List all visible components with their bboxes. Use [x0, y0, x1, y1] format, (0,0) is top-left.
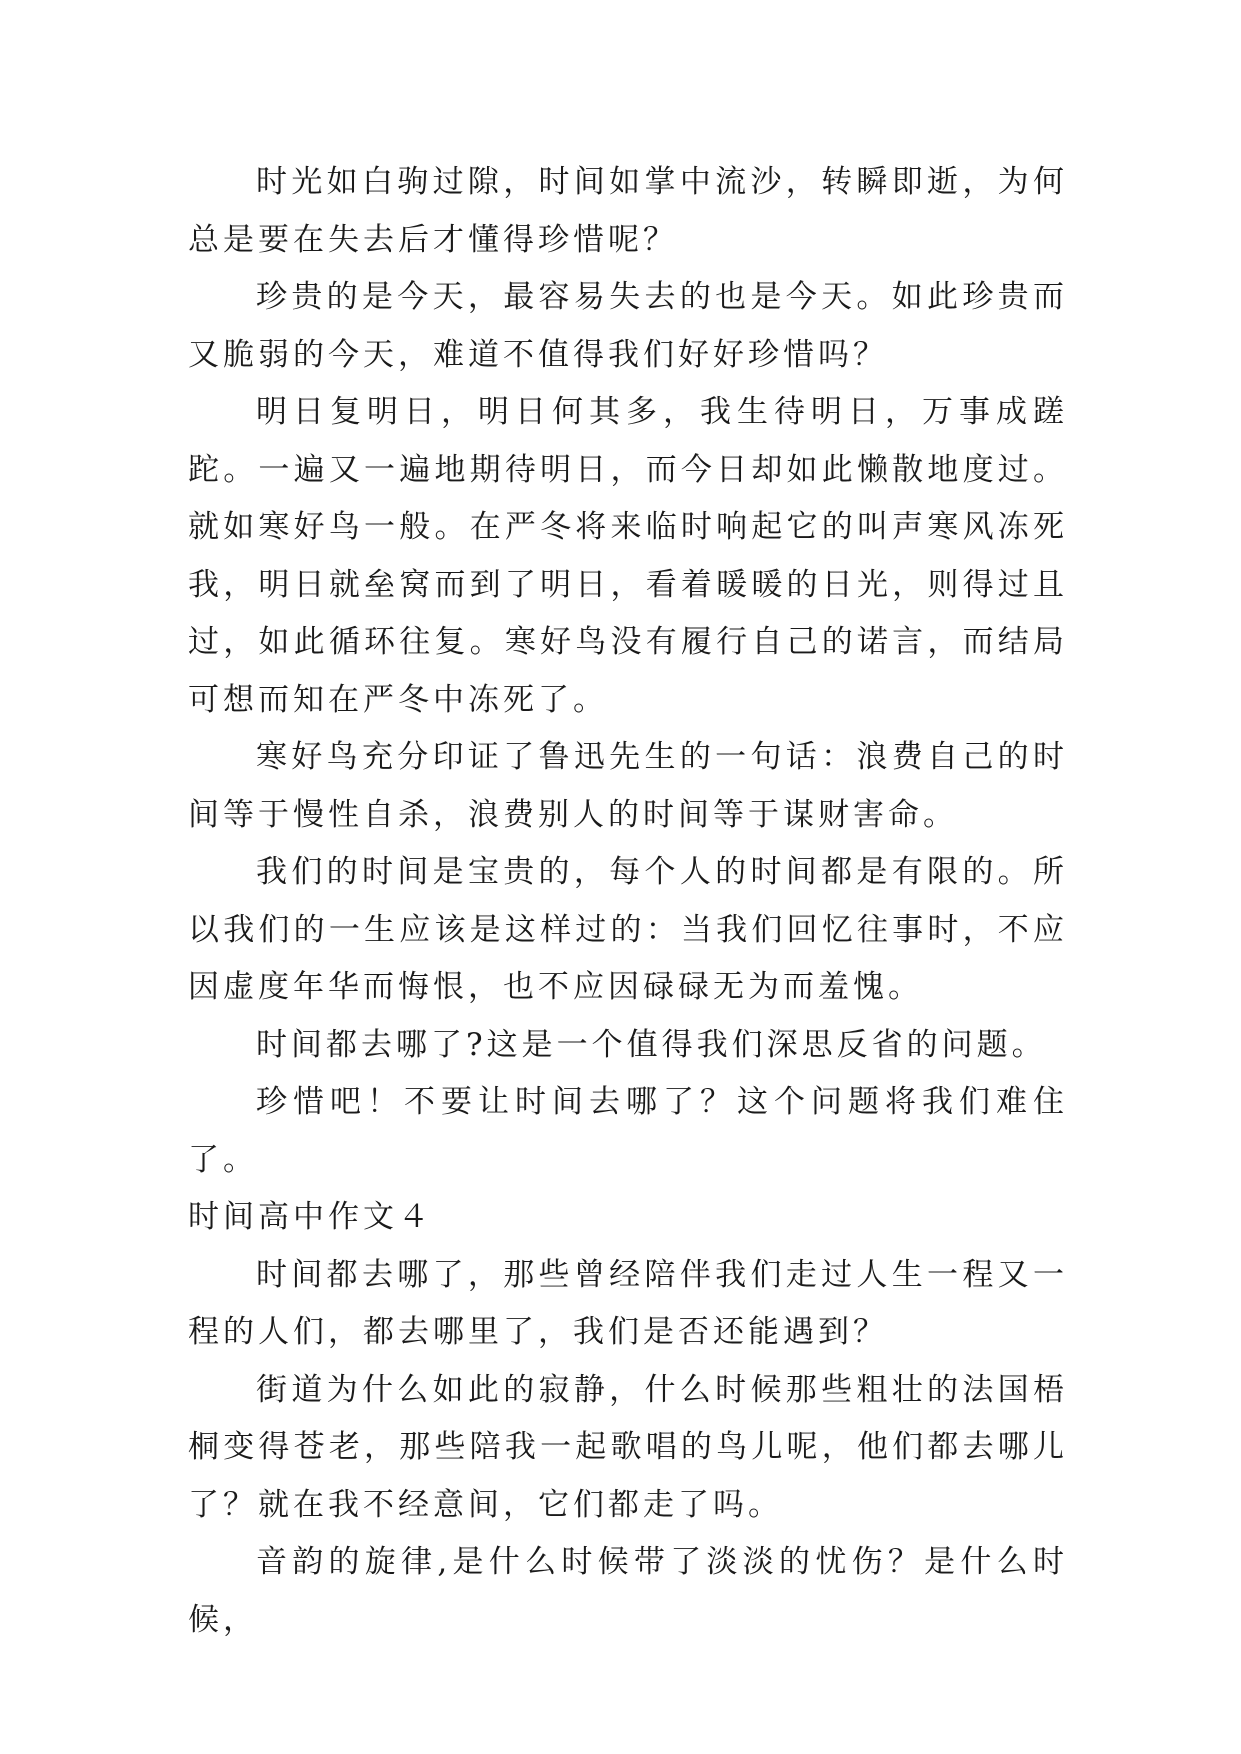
paragraph-6: 时间都去哪了?这是一个值得我们深思反省的问题。 — [256, 1026, 1047, 1063]
paragraph-2: 珍贵的是今天，最容易失去的也是今天。如此珍贵而又脆弱的今天，难道不值得我们好好珍惜吗？ — [188, 279, 1068, 373]
paragraph-5: 我们的时间是宝贵的，每个人的时间都是有限的。所以我们的一生应该是这样过的：当我们回忆往事时，不应因虚度年华而悔恨，也不应因碌碌无为而羞愧。 — [188, 854, 1068, 1005]
section-heading: 时间高中作文４ — [188, 1199, 433, 1235]
paragraph-8: 时间都去哪了，那些曾经陪伴我们走过人生一程又一程的人们，都去哪里了，我们是否还能遇到？ — [188, 1256, 1068, 1350]
document-body — [188, 154, 1068, 1649]
paragraph-1: 时光如白驹过隙，时间如掌中流沙，转瞬即逝，为何总是要在失去后才懂得珍惜呢？ — [188, 164, 1068, 258]
paragraph-3: 明日复明日，明日何其多，我生待明日，万事成蹉跎。一遍又一遍地期待明日，而今日却如此懒散地度过。就如寒好鸟一般。在严冬将来临时响起它的叫声寒风冻死我，明日就垒窝而到了明日，看着暖暖的日光，则得过且过，如此循环往复。寒好鸟没有履行自己的诺言，而结局可想而知在严冬中冻死了。 — [188, 394, 1068, 718]
paragraph-7: 珍惜吧！不要让时间去哪了？这个问题将我们难住了。 — [188, 1084, 1068, 1178]
paragraph-4: 寒好鸟充分印证了鲁迅先生的一句话：浪费自己的时间等于慢性自杀，浪费别人的时间等于谋财害命。 — [188, 739, 1068, 833]
paragraph-9: 街道为什么如此的寂静，什么时候那些粗壮的法国梧桐变得苍老，那些陪我一起歌唱的鸟儿呢，他们都去哪儿了？就在我不经意间，它们都走了吗。 — [188, 1371, 1068, 1523]
paragraph-10: 音韵的旋律,是什么时候带了淡淡的忧伤？是什么时候， — [188, 1544, 1068, 1638]
